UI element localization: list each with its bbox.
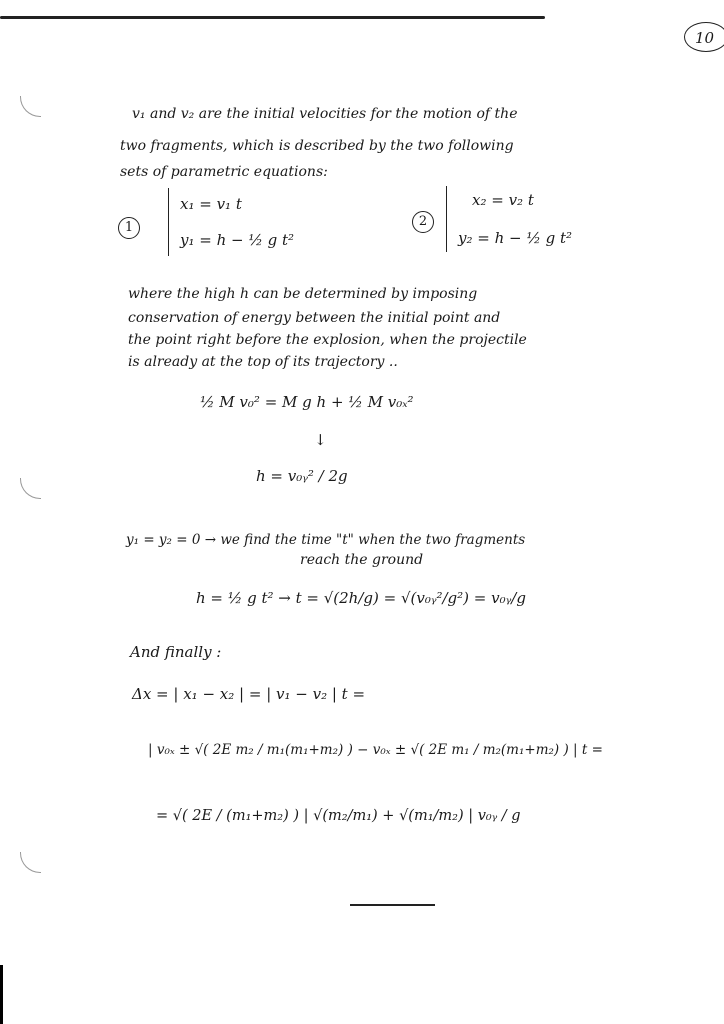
binder-hole-mark [20,852,41,873]
scan-edge-bar [0,965,3,1024]
delta-x-equation: Δx = | x₁ − x₂ | = | v₁ − v₂ | t = [132,685,366,703]
system1-eq-x: x₁ = v₁ t [180,195,242,213]
height-text-line-1: where the high h can be determined by imposing [128,286,478,302]
energy-equation: ½ M v₀² = M g h + ½ M v₀ₓ² [200,393,414,411]
intro-line-3: sets of parametric equations: [120,164,328,180]
delta-x-expansion: | v₀ₓ ± √( 2E m₂ / m₁(m₁+m₂) ) − v₀ₓ ± √( 2E m₁ / m₂(m₁+m₂) ) | t = [148,742,603,758]
system2-label [412,210,434,233]
page-number: 10 [684,22,724,52]
intro-line-1: v₁ and v₂ are the initial velocities for the motion of the [132,106,518,122]
height-text-line-3: the point right before the explosion, when the projectile [128,332,527,348]
system1-label [118,216,140,239]
system2-brace [446,186,447,252]
ground-condition-cont: reach the ground [300,552,424,568]
energy-result: h = v₀ᵧ² / 2g [256,467,348,485]
system1-brace [168,188,169,256]
ground-condition: y₁ = y₂ = 0 → we find the time "t" when the two fragments [126,532,526,548]
system2-eq-y: y₂ = h − ½ g t² [458,229,573,247]
energy-arrow: ↓ [314,431,327,449]
system1-eq-y: y₁ = h − ½ g t² [180,231,295,249]
height-text-line-2: conservation of energy between the initial point and [128,310,501,326]
top-rule [0,16,545,19]
binder-hole-mark [20,96,41,117]
final-heading: And finally : [130,643,222,661]
system2-eq-x: x₂ = v₂ t [472,191,534,209]
intro-line-2: two fragments, which is described by the two following [120,138,514,154]
final-result: = √( 2E / (m₁+m₂) ) | √(m₂/m₁) + √(m₁/m₂) | v₀ᵧ / g [156,808,521,824]
time-equation: h = ½ g t² → t = √(2h/g) = √(v₀ᵧ²/g²) = v₀ᵧ/g [196,589,526,607]
system1-number: 1 [118,217,140,239]
binder-hole-mark [20,478,41,499]
system2-number: 2 [412,211,434,233]
height-text-line-4: is already at the top of its trajectory .. [128,354,398,370]
bottom-rule [350,904,435,906]
